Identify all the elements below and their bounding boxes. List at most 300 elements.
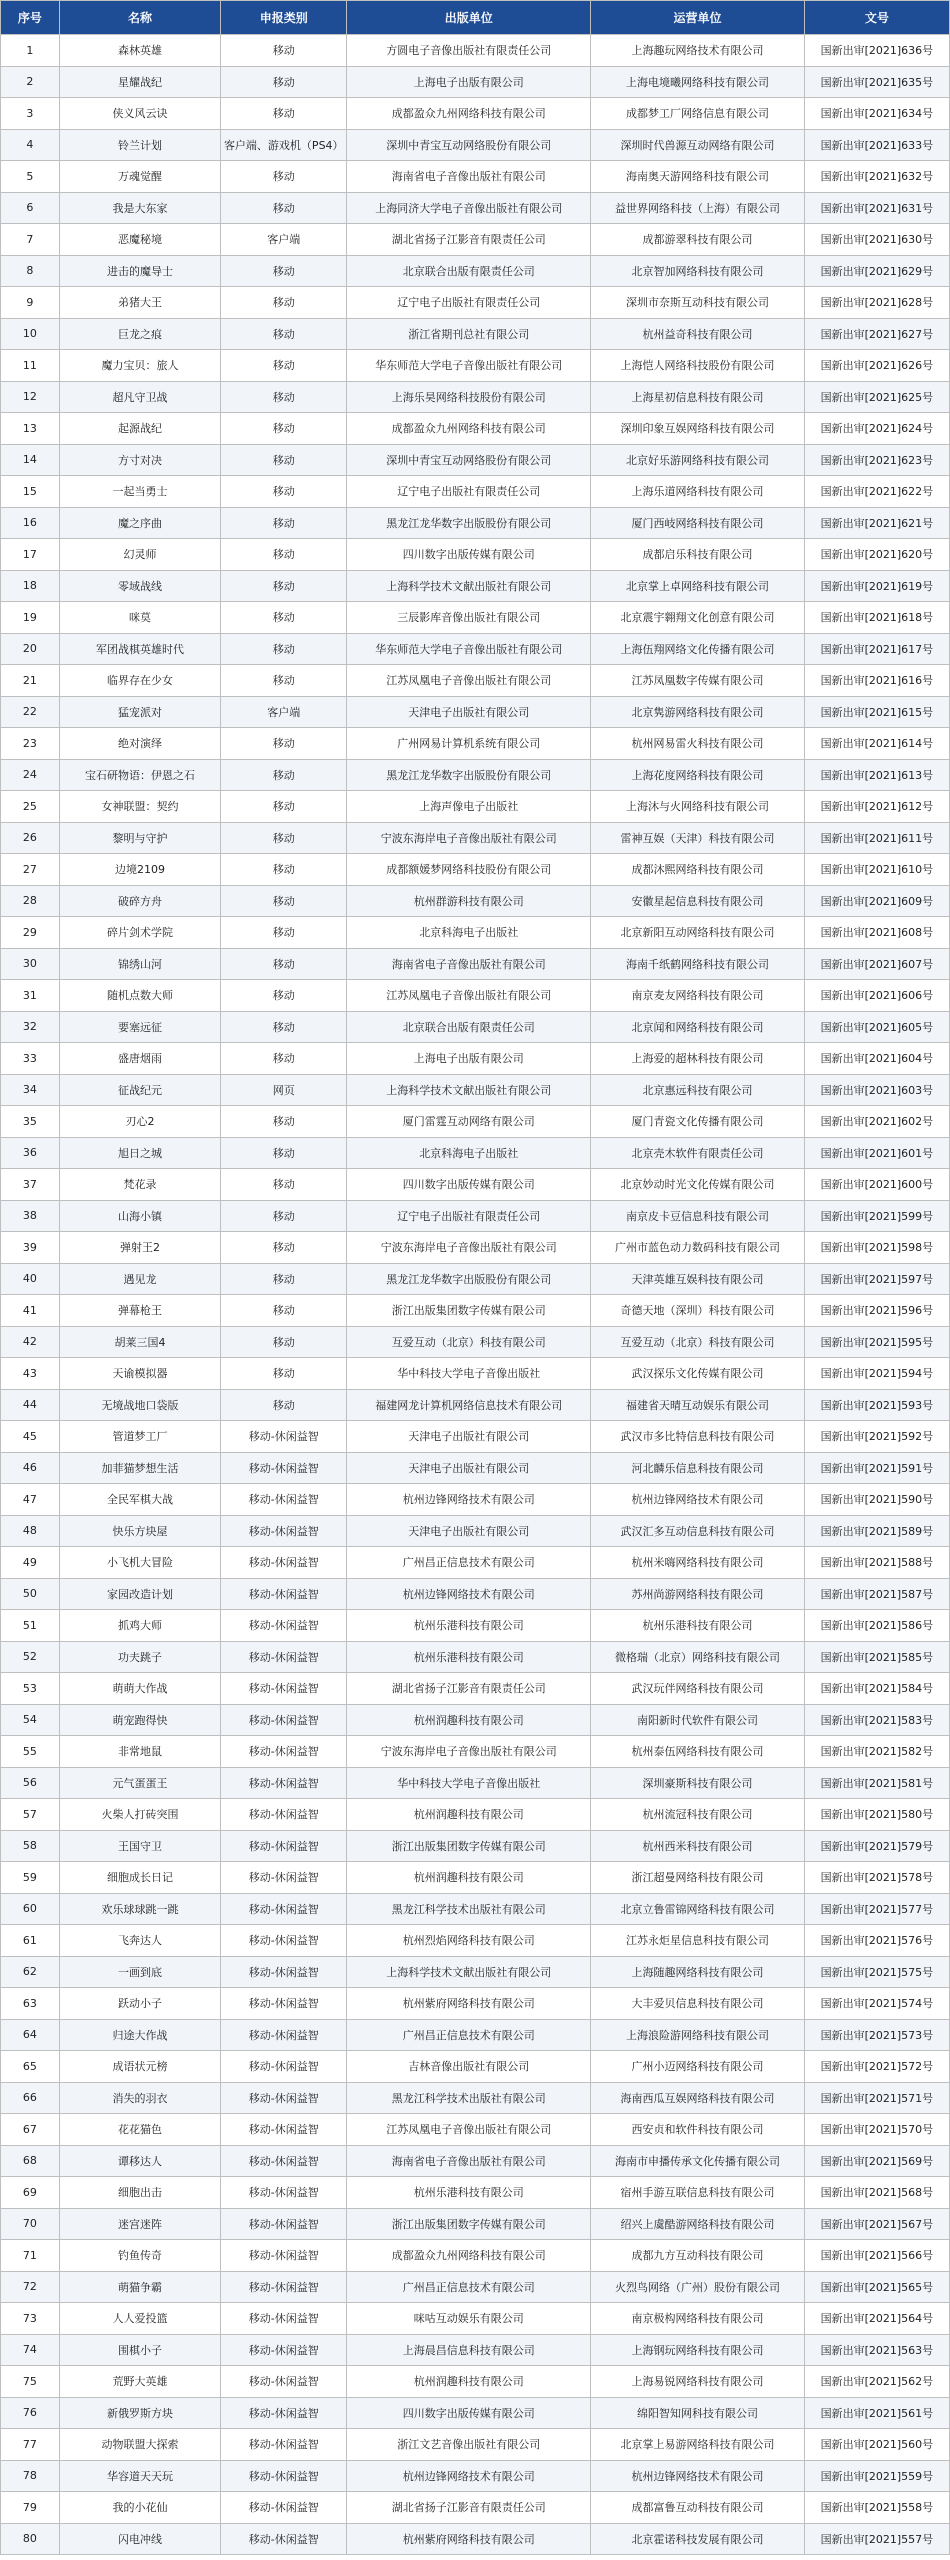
cell-name: 盛唐烟雨 (59, 1043, 220, 1075)
cell-name: 进击的魔导士 (59, 255, 220, 287)
cell-index: 63 (1, 1988, 60, 2020)
cell-category: 移动-休闲益智 (221, 2429, 347, 2461)
cell-name: 黎明与守护 (59, 822, 220, 854)
cell-publisher: 上海乐昊网络科技股份有限公司 (347, 381, 591, 413)
cell-publisher: 辽宁电子出版社有限责任公司 (347, 476, 591, 508)
cell-operator: 北京霍诺科技发展有限公司 (591, 2523, 805, 2555)
table-row (1, 1988, 950, 2020)
table-row (1, 1169, 950, 1201)
cell-index: 37 (1, 1169, 60, 1201)
cell-index: 18 (1, 570, 60, 602)
cell-operator: 杭州米嗨网络科技有限公司 (591, 1547, 805, 1579)
cell-index: 65 (1, 2051, 60, 2083)
cell-index: 39 (1, 1232, 60, 1264)
cell-name: 钓鱼传奇 (59, 2240, 220, 2272)
header-category: 申报类别 (221, 1, 347, 35)
cell-index: 69 (1, 2177, 60, 2209)
table-row (1, 633, 950, 665)
cell-operator: 绍兴上虞酷游网络科技有限公司 (591, 2208, 805, 2240)
cell-publisher: 上海电子出版有限公司 (347, 66, 591, 98)
cell-index: 53 (1, 1673, 60, 1705)
cell-index: 75 (1, 2366, 60, 2398)
cell-name: 非常地鼠 (59, 1736, 220, 1768)
cell-category: 移动 (221, 1200, 347, 1232)
cell-license-no: 国新出审[2021]626号 (804, 350, 949, 382)
cell-operator: 上海沐与火网络科技有限公司 (591, 791, 805, 823)
cell-name: 围棋小子 (59, 2334, 220, 2366)
cell-name: 快乐方块屋 (59, 1515, 220, 1547)
header-license-no: 文号 (804, 1, 949, 35)
cell-name: 要塞远征 (59, 1011, 220, 1043)
cell-license-no: 国新出审[2021]629号 (804, 255, 949, 287)
cell-operator: 上海钢玩网络科技有限公司 (591, 2334, 805, 2366)
cell-operator: 北京掌上易游网络科技有限公司 (591, 2429, 805, 2461)
cell-name: 小飞机大冒险 (59, 1547, 220, 1579)
cell-publisher: 海南省电子音像出版社有限公司 (347, 161, 591, 193)
header-name: 名称 (59, 1, 220, 35)
cell-publisher: 成都盈众九州网络科技有限公司 (347, 2240, 591, 2272)
cell-name: 宝石研物语：伊恩之石 (59, 759, 220, 791)
cell-name: 旭日之城 (59, 1137, 220, 1169)
cell-operator: 苏州尚游网络科技有限公司 (591, 1578, 805, 1610)
cell-index: 11 (1, 350, 60, 382)
cell-index: 42 (1, 1326, 60, 1358)
cell-category: 移动 (221, 1263, 347, 1295)
table-row (1, 2429, 950, 2461)
cell-license-no: 国新出审[2021]562号 (804, 2366, 949, 2398)
cell-name: 细胞成长日记 (59, 1862, 220, 1894)
cell-publisher: 上海晨昌信息科技有限公司 (347, 2334, 591, 2366)
cell-publisher: 黑龙江龙华数字出版股份有限公司 (347, 759, 591, 791)
cell-category: 移动 (221, 1389, 347, 1421)
table-row (1, 1767, 950, 1799)
cell-license-no: 国新出审[2021]634号 (804, 98, 949, 130)
cell-category: 移动-休闲益智 (221, 2397, 347, 2429)
cell-name: 跃动小子 (59, 1988, 220, 2020)
cell-index: 49 (1, 1547, 60, 1579)
table-row (1, 1484, 950, 1516)
cell-category: 移动 (221, 1137, 347, 1169)
table-row (1, 2366, 950, 2398)
cell-index: 36 (1, 1137, 60, 1169)
cell-category: 移动 (221, 192, 347, 224)
cell-operator: 雷神互娱（天津）科技有限公司 (591, 822, 805, 854)
cell-publisher: 上海科学技术文献出版社有限公司 (347, 1074, 591, 1106)
cell-operator: 海南西瓜互娱网络科技有限公司 (591, 2082, 805, 2114)
cell-operator: 益世界网络科技（上海）有限公司 (591, 192, 805, 224)
cell-name: 征战纪元 (59, 1074, 220, 1106)
cell-category: 移动 (221, 66, 347, 98)
cell-publisher: 杭州润趣科技有限公司 (347, 2366, 591, 2398)
table-row (1, 476, 950, 508)
cell-category: 移动-休闲益智 (221, 2492, 347, 2524)
cell-publisher: 海南省电子音像出版社有限公司 (347, 2145, 591, 2177)
cell-license-no: 国新出审[2021]624号 (804, 413, 949, 445)
cell-operator: 成都沐熙网络科技有限公司 (591, 854, 805, 886)
cell-operator: 上海伍翔网络文化传播有限公司 (591, 633, 805, 665)
cell-category: 移动-休闲益智 (221, 1925, 347, 1957)
cell-license-no: 国新出审[2021]593号 (804, 1389, 949, 1421)
table-row (1, 1673, 950, 1705)
cell-operator: 浙江超曼网络科技有限公司 (591, 1862, 805, 1894)
cell-license-no: 国新出审[2021]607号 (804, 948, 949, 980)
cell-index: 29 (1, 917, 60, 949)
cell-publisher: 湖北省扬子江影音有限责任公司 (347, 224, 591, 256)
cell-operator: 成都启乐科技有限公司 (591, 539, 805, 571)
cell-name: 森林英雄 (59, 35, 220, 67)
cell-publisher: 吉林音像出版社有限公司 (347, 2051, 591, 2083)
table-row (1, 570, 950, 602)
cell-license-no: 国新出审[2021]609号 (804, 885, 949, 917)
table-row (1, 1295, 950, 1327)
cell-index: 9 (1, 287, 60, 319)
cell-category: 移动-休闲益智 (221, 1830, 347, 1862)
cell-category: 移动 (221, 444, 347, 476)
table-row (1, 2082, 950, 2114)
table-row (1, 507, 950, 539)
cell-publisher: 天津电子出版社有限公司 (347, 1515, 591, 1547)
cell-operator: 天津英雄互娱科技有限公司 (591, 1263, 805, 1295)
cell-license-no: 国新出审[2021]581号 (804, 1767, 949, 1799)
cell-name: 弹幕枪王 (59, 1295, 220, 1327)
table-row (1, 129, 950, 161)
cell-license-no: 国新出审[2021]558号 (804, 2492, 949, 2524)
cell-publisher: 天津电子出版社有限公司 (347, 1452, 591, 1484)
cell-publisher: 华中科技大学电子音像出版社 (347, 1358, 591, 1390)
cell-index: 50 (1, 1578, 60, 1610)
cell-license-no: 国新出审[2021]601号 (804, 1137, 949, 1169)
cell-name: 萌猫争霸 (59, 2271, 220, 2303)
cell-operator: 北京智加网络科技有限公司 (591, 255, 805, 287)
cell-operator: 北京闻和网络科技有限公司 (591, 1011, 805, 1043)
table-row (1, 224, 950, 256)
cell-name: 管道梦工厂 (59, 1421, 220, 1453)
cell-publisher: 华东师范大学电子音像出版社有限公司 (347, 350, 591, 382)
cell-operator: 上海星初信息科技有限公司 (591, 381, 805, 413)
cell-name: 王国守卫 (59, 1830, 220, 1862)
cell-operator: 北京立鲁雷锦网络科技有限公司 (591, 1893, 805, 1925)
cell-category: 移动 (221, 822, 347, 854)
table-row (1, 381, 950, 413)
cell-index: 70 (1, 2208, 60, 2240)
cell-index: 40 (1, 1263, 60, 1295)
cell-name: 天谕模拟器 (59, 1358, 220, 1390)
cell-publisher: 上海科学技术文献出版社有限公司 (347, 1956, 591, 1988)
cell-category: 客户端 (221, 696, 347, 728)
header-publisher: 出版单位 (347, 1, 591, 35)
cell-operator: 宿州手游互联信息科技有限公司 (591, 2177, 805, 2209)
cell-index: 19 (1, 602, 60, 634)
table-row (1, 255, 950, 287)
cell-category: 客户端 (221, 224, 347, 256)
cell-index: 14 (1, 444, 60, 476)
cell-publisher: 浙江文艺音像出版社有限公司 (347, 2429, 591, 2461)
cell-name: 边境2109 (59, 854, 220, 886)
cell-category: 移动-休闲益智 (221, 2334, 347, 2366)
cell-category: 移动-休闲益智 (221, 1799, 347, 1831)
cell-operator: 北京隽游网络科技有限公司 (591, 696, 805, 728)
cell-index: 7 (1, 224, 60, 256)
cell-category: 网页 (221, 1074, 347, 1106)
table-row (1, 1547, 950, 1579)
cell-index: 30 (1, 948, 60, 980)
table-row (1, 444, 950, 476)
cell-publisher: 深圳中青宝互动网络股份有限公司 (347, 444, 591, 476)
cell-name: 全民军棋大战 (59, 1484, 220, 1516)
cell-operator: 成都富鲁互动科技有限公司 (591, 2492, 805, 2524)
cell-category: 移动 (221, 570, 347, 602)
cell-index: 35 (1, 1106, 60, 1138)
cell-category: 移动 (221, 1043, 347, 1075)
cell-publisher: 黑龙江科学技术出版社有限公司 (347, 1893, 591, 1925)
cell-index: 68 (1, 2145, 60, 2177)
cell-operator: 深圳印象互娱网络科技有限公司 (591, 413, 805, 445)
cell-publisher: 广州昌正信息技术有限公司 (347, 1547, 591, 1579)
cell-publisher: 三辰影库音像出版社有限公司 (347, 602, 591, 634)
cell-index: 52 (1, 1641, 60, 1673)
cell-publisher: 上海声像电子出版社 (347, 791, 591, 823)
cell-license-no: 国新出审[2021]574号 (804, 1988, 949, 2020)
cell-operator: 上海电境曦网络科技有限公司 (591, 66, 805, 98)
cell-license-no: 国新出审[2021]569号 (804, 2145, 949, 2177)
cell-license-no: 国新出审[2021]589号 (804, 1515, 949, 1547)
cell-license-no: 国新出审[2021]582号 (804, 1736, 949, 1768)
cell-name: 我是大东家 (59, 192, 220, 224)
cell-operator: 杭州泰伍网络科技有限公司 (591, 1736, 805, 1768)
cell-category: 移动 (221, 1326, 347, 1358)
table-row (1, 350, 950, 382)
table-row (1, 2460, 950, 2492)
table-row (1, 1074, 950, 1106)
cell-publisher: 北京联合出版有限责任公司 (347, 1011, 591, 1043)
cell-operator: 北京震宇翱翔文化创意有限公司 (591, 602, 805, 634)
cell-index: 43 (1, 1358, 60, 1390)
cell-category: 移动-休闲益智 (221, 2177, 347, 2209)
cell-category: 移动 (221, 98, 347, 130)
cell-publisher: 天津电子出版社有限公司 (347, 1421, 591, 1453)
table-row (1, 1326, 950, 1358)
cell-license-no: 国新出审[2021]604号 (804, 1043, 949, 1075)
cell-category: 移动-休闲益智 (221, 1767, 347, 1799)
cell-index: 16 (1, 507, 60, 539)
cell-publisher: 天津电子出版社有限公司 (347, 696, 591, 728)
cell-index: 28 (1, 885, 60, 917)
cell-license-no: 国新出审[2021]573号 (804, 2019, 949, 2051)
cell-publisher: 华中科技大学电子音像出版社 (347, 1767, 591, 1799)
cell-publisher: 辽宁电子出版社有限责任公司 (347, 287, 591, 319)
cell-operator: 武汉市多比特信息科技有限公司 (591, 1421, 805, 1453)
cell-index: 8 (1, 255, 60, 287)
cell-operator: 海南千纸鹤网络科技有限公司 (591, 948, 805, 980)
cell-operator: 杭州西米科技有限公司 (591, 1830, 805, 1862)
cell-publisher: 江苏凤凰电子音像出版社有限公司 (347, 980, 591, 1012)
cell-name: 军团战棋英雄时代 (59, 633, 220, 665)
cell-name: 无境战地口袋版 (59, 1389, 220, 1421)
cell-license-no: 国新出审[2021]570号 (804, 2114, 949, 2146)
table-row (1, 1736, 950, 1768)
cell-operator: 北京惠远科技有限公司 (591, 1074, 805, 1106)
cell-index: 15 (1, 476, 60, 508)
cell-operator: 杭州边锋网络技术有限公司 (591, 2460, 805, 2492)
table-row (1, 1862, 950, 1894)
table-row (1, 318, 950, 350)
cell-operator: 安徽星起信息科技有限公司 (591, 885, 805, 917)
cell-license-no: 国新出审[2021]591号 (804, 1452, 949, 1484)
cell-index: 72 (1, 2271, 60, 2303)
cell-category: 移动 (221, 287, 347, 319)
cell-index: 78 (1, 2460, 60, 2492)
cell-index: 12 (1, 381, 60, 413)
table-row (1, 1799, 950, 1831)
cell-name: 零域战线 (59, 570, 220, 602)
cell-index: 38 (1, 1200, 60, 1232)
cell-name: 魔之序曲 (59, 507, 220, 539)
cell-name: 巨龙之痕 (59, 318, 220, 350)
table-row (1, 1263, 950, 1295)
cell-publisher: 杭州乐港科技有限公司 (347, 1610, 591, 1642)
cell-category: 移动 (221, 1169, 347, 1201)
cell-category: 移动-休闲益智 (221, 2051, 347, 2083)
cell-category: 移动-休闲益智 (221, 2019, 347, 2051)
cell-publisher: 杭州乐港科技有限公司 (347, 2177, 591, 2209)
cell-publisher: 杭州边锋网络技术有限公司 (347, 2460, 591, 2492)
cell-category: 移动 (221, 539, 347, 571)
cell-category: 移动 (221, 318, 347, 350)
cell-publisher: 上海科学技术文献出版社有限公司 (347, 570, 591, 602)
cell-index: 2 (1, 66, 60, 98)
cell-index: 79 (1, 2492, 60, 2524)
cell-index: 66 (1, 2082, 60, 2114)
cell-license-no: 国新出审[2021]616号 (804, 665, 949, 697)
cell-publisher: 杭州烈焰网络科技有限公司 (347, 1925, 591, 1957)
cell-index: 47 (1, 1484, 60, 1516)
cell-license-no: 国新出审[2021]611号 (804, 822, 949, 854)
cell-index: 27 (1, 854, 60, 886)
cell-name: 山海小镇 (59, 1200, 220, 1232)
cell-license-no: 国新出审[2021]590号 (804, 1484, 949, 1516)
table-row (1, 665, 950, 697)
cell-operator: 北京妙动时光文化传媒有限公司 (591, 1169, 805, 1201)
cell-operator: 成都梦工厂网络信息有限公司 (591, 98, 805, 130)
cell-publisher: 咪咕互动娱乐有限公司 (347, 2303, 591, 2335)
cell-category: 移动 (221, 759, 347, 791)
cell-publisher: 宁波东海岸电子音像出版社有限公司 (347, 822, 591, 854)
table-row (1, 2303, 950, 2335)
cell-license-no: 国新出审[2021]579号 (804, 1830, 949, 1862)
cell-publisher: 浙江省期刊总社有限公司 (347, 318, 591, 350)
cell-operator: 上海爱的超林科技有限公司 (591, 1043, 805, 1075)
cell-publisher: 浙江出版集团数字传媒有限公司 (347, 1830, 591, 1862)
table-row (1, 1137, 950, 1169)
cell-license-no: 国新出审[2021]633号 (804, 129, 949, 161)
cell-name: 华容道天天玩 (59, 2460, 220, 2492)
cell-license-no: 国新出审[2021]557号 (804, 2523, 949, 2555)
cell-operator: 成都游翠科技有限公司 (591, 224, 805, 256)
cell-operator: 深圳时代兽源互动网络有限公司 (591, 129, 805, 161)
cell-license-no: 国新出审[2021]628号 (804, 287, 949, 319)
cell-index: 73 (1, 2303, 60, 2335)
cell-index: 5 (1, 161, 60, 193)
cell-operator: 南阳新时代软件有限公司 (591, 1704, 805, 1736)
cell-operator: 上海恺人网络科技股份有限公司 (591, 350, 805, 382)
cell-license-no: 国新出审[2021]565号 (804, 2271, 949, 2303)
cell-category: 移动-休闲益智 (221, 1956, 347, 1988)
cell-index: 23 (1, 728, 60, 760)
cell-name: 刃心2 (59, 1106, 220, 1138)
cell-index: 61 (1, 1925, 60, 1957)
table-row (1, 1452, 950, 1484)
cell-index: 31 (1, 980, 60, 1012)
cell-category: 移动 (221, 602, 347, 634)
cell-index: 21 (1, 665, 60, 697)
cell-name: 加菲猫梦想生活 (59, 1452, 220, 1484)
cell-publisher: 上海同济大学电子音像出版社有限公司 (347, 192, 591, 224)
cell-license-no: 国新出审[2021]587号 (804, 1578, 949, 1610)
cell-license-no: 国新出审[2021]597号 (804, 1263, 949, 1295)
table-row (1, 66, 950, 98)
cell-category: 移动 (221, 1106, 347, 1138)
cell-license-no: 国新出审[2021]566号 (804, 2240, 949, 2272)
table-row (1, 2019, 950, 2051)
cell-index: 77 (1, 2429, 60, 2461)
cell-publisher: 浙江出版集团数字传媒有限公司 (347, 1295, 591, 1327)
cell-operator: 厦门西岐网络科技有限公司 (591, 507, 805, 539)
cell-category: 移动-休闲益智 (221, 1704, 347, 1736)
cell-category: 移动-休闲益智 (221, 1988, 347, 2020)
cell-license-no: 国新出审[2021]612号 (804, 791, 949, 823)
cell-publisher: 四川数字出版传媒有限公司 (347, 539, 591, 571)
cell-index: 34 (1, 1074, 60, 1106)
cell-license-no: 国新出审[2021]596号 (804, 1295, 949, 1327)
cell-publisher: 黑龙江龙华数字出版股份有限公司 (347, 507, 591, 539)
cell-operator: 武汉探乐文化传媒有限公司 (591, 1358, 805, 1390)
cell-operator: 深圳市奈斯互动科技有限公司 (591, 287, 805, 319)
cell-index: 22 (1, 696, 60, 728)
cell-license-no: 国新出审[2021]571号 (804, 2082, 949, 2114)
cell-license-no: 国新出审[2021]595号 (804, 1326, 949, 1358)
cell-publisher: 海南省电子音像出版社有限公司 (347, 948, 591, 980)
cell-operator: 杭州乐港科技有限公司 (591, 1610, 805, 1642)
cell-operator: 火烈鸟网络（广州）股份有限公司 (591, 2271, 805, 2303)
cell-operator: 北京掌上卓网络科技有限公司 (591, 570, 805, 602)
cell-index: 67 (1, 2114, 60, 2146)
cell-index: 55 (1, 1736, 60, 1768)
cell-index: 56 (1, 1767, 60, 1799)
cell-index: 26 (1, 822, 60, 854)
cell-operator: 武汉汇多互动信息科技有限公司 (591, 1515, 805, 1547)
cell-index: 58 (1, 1830, 60, 1862)
cell-publisher: 成都盈众九州网络科技有限公司 (347, 413, 591, 445)
cell-license-no: 国新出审[2021]619号 (804, 570, 949, 602)
cell-operator: 南京皮卡豆信息科技有限公司 (591, 1200, 805, 1232)
cell-operator: 厦门青瓷文化传播有限公司 (591, 1106, 805, 1138)
table-row (1, 1106, 950, 1138)
cell-name: 谭移达人 (59, 2145, 220, 2177)
cell-category: 移动-休闲益智 (221, 1893, 347, 1925)
table-row (1, 287, 950, 319)
table-row (1, 2334, 950, 2366)
table-row (1, 1011, 950, 1043)
cell-license-no: 国新出审[2021]615号 (804, 696, 949, 728)
cell-name: 方寸对决 (59, 444, 220, 476)
table-row (1, 539, 950, 571)
cell-name: 归途大作战 (59, 2019, 220, 2051)
cell-publisher: 黑龙江龙华数字出版股份有限公司 (347, 1263, 591, 1295)
cell-category: 移动-休闲益智 (221, 1610, 347, 1642)
cell-license-no: 国新出审[2021]563号 (804, 2334, 949, 2366)
table-row (1, 1641, 950, 1673)
cell-operator: 北京好乐游网络科技有限公司 (591, 444, 805, 476)
